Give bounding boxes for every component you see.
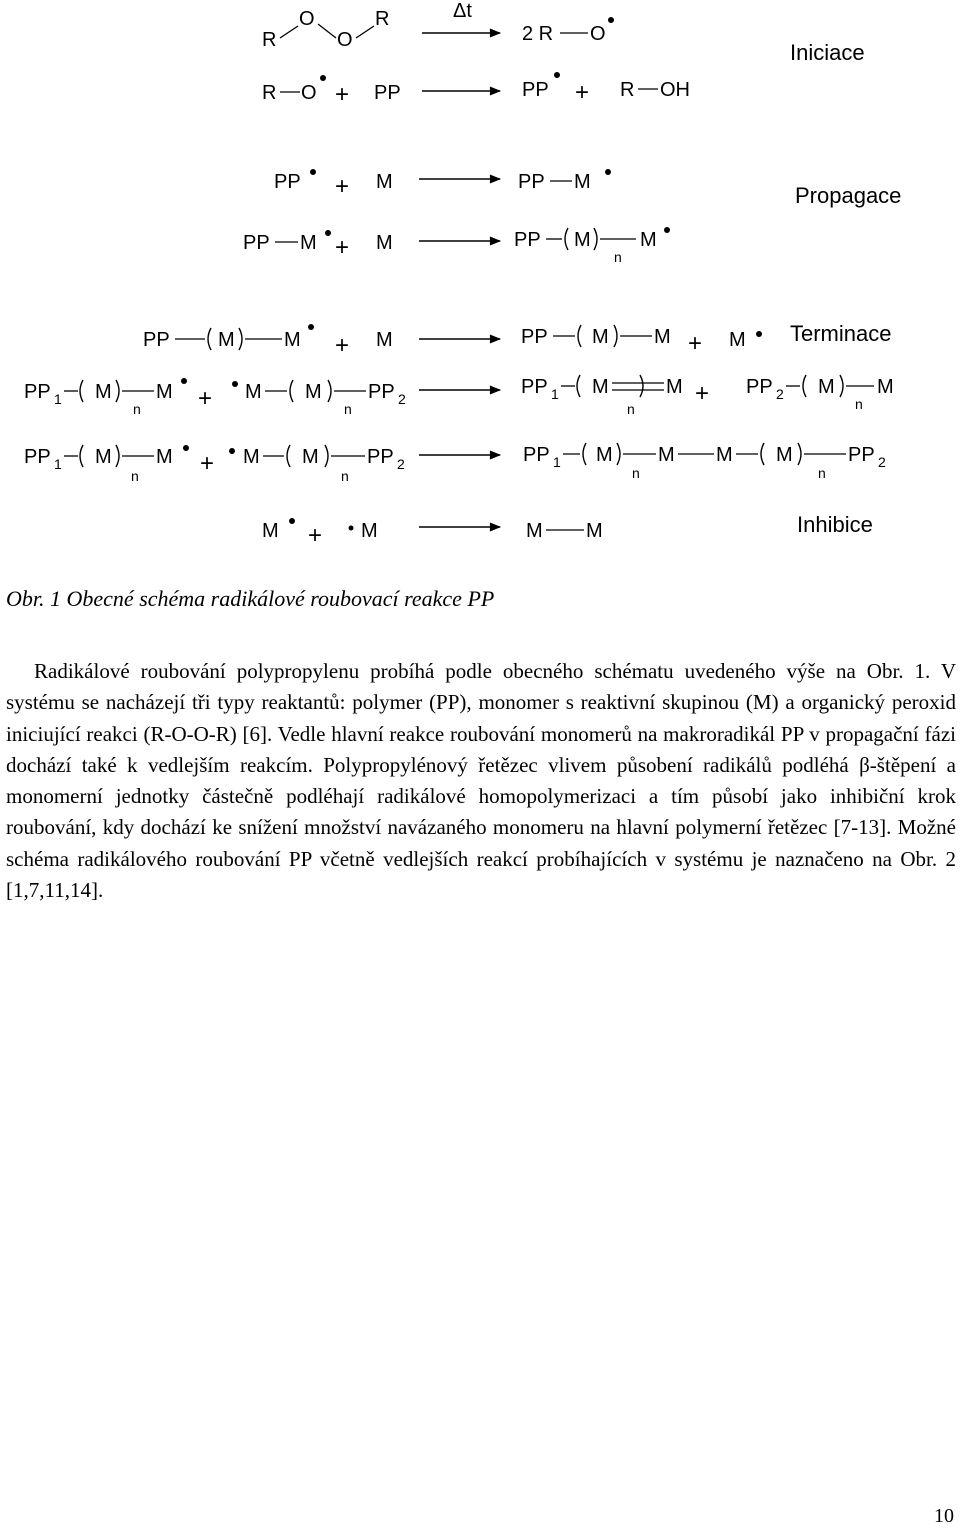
reactant-label: PP <box>24 381 51 403</box>
plus-sign: + <box>308 522 323 549</box>
radical-dot <box>320 75 326 81</box>
reactant-label: M <box>262 520 279 542</box>
stage-label-inhibition: Inhibice <box>797 512 873 537</box>
reactant-label: PP <box>143 329 170 351</box>
reactant-label: M <box>156 381 173 403</box>
radical-dot <box>756 331 762 337</box>
repeat-index: n <box>131 468 139 484</box>
plus-sign: + <box>335 81 350 108</box>
product-label: PP <box>518 171 545 193</box>
product-label: M <box>592 376 609 398</box>
product-label: OH <box>660 79 690 101</box>
product-label: M <box>526 520 543 542</box>
reactant-label: R <box>262 29 277 51</box>
reactant-label: M <box>376 171 393 193</box>
reactant-label: M <box>376 232 393 254</box>
radical-dot <box>608 17 614 23</box>
reactant-label: PP <box>367 446 394 468</box>
subscript: 1 <box>54 456 62 472</box>
product-label: PP <box>521 326 548 348</box>
subscript: 1 <box>551 386 559 402</box>
product-label: M <box>818 376 835 398</box>
repeat-index: n <box>632 465 640 481</box>
heat-label: Δt <box>453 0 472 22</box>
reactant-label: M <box>243 446 260 468</box>
product-label: 2 R <box>522 23 554 45</box>
reactant-label: M <box>218 329 235 351</box>
repeat-index: n <box>818 465 826 481</box>
radical-dot <box>181 378 187 384</box>
product-label: M <box>654 326 671 348</box>
plus-sign: + <box>335 332 350 359</box>
radical-dot <box>664 227 670 233</box>
radical-dot <box>325 230 331 236</box>
product-label: M <box>877 376 894 398</box>
plus-sign: + <box>200 450 215 477</box>
plus-sign: + <box>695 380 710 407</box>
subscript: 2 <box>397 456 405 472</box>
reactant-label: R <box>375 8 390 30</box>
reactant-label: PP <box>374 82 401 104</box>
radical-dot <box>308 324 314 330</box>
reaction-inhibition <box>262 518 603 549</box>
radical-dot <box>289 518 295 524</box>
radical-dot <box>310 169 316 175</box>
reactant-label: PP <box>24 446 51 468</box>
stage-label-initiation: Iniciace <box>790 40 865 65</box>
repeat-index: n <box>855 396 863 412</box>
reaction-propagation-1 <box>274 169 611 200</box>
radical-dot <box>232 381 238 387</box>
product-label: M <box>776 444 793 466</box>
product-label: M <box>640 229 657 251</box>
reaction-propagation-2 <box>243 227 670 265</box>
product-label: M <box>592 326 609 348</box>
page-number: 10 <box>934 1505 954 1527</box>
figure-caption: Obr. 1 Obecné schéma radikálové roubovací reakce PP <box>6 586 495 611</box>
radical-dot <box>229 448 235 454</box>
subscript: 2 <box>398 391 406 407</box>
product-label: M <box>729 329 746 351</box>
product-label: M <box>716 444 733 466</box>
radical-dot <box>349 526 354 531</box>
reactant-label: M <box>300 232 317 254</box>
stage-label-termination: Terminace <box>790 321 892 346</box>
subscript: 1 <box>553 454 561 470</box>
reactant-label: R <box>262 82 277 104</box>
plus-sign: + <box>198 385 213 412</box>
reactant-label: O <box>337 29 353 51</box>
radical-dot <box>554 72 560 78</box>
stage-label-propagation: Propagace <box>795 183 902 208</box>
reactant-label: M <box>284 329 301 351</box>
repeat-index: n <box>614 249 622 265</box>
reaction-initiation-1 <box>262 0 614 51</box>
repeat-index: n <box>341 468 349 484</box>
product-label: PP <box>522 79 549 101</box>
subscript: 2 <box>878 454 886 470</box>
reactant-label: PP <box>368 381 395 403</box>
product-label: PP <box>848 444 875 466</box>
reaction-termination-1 <box>143 324 762 359</box>
reactant-label: O <box>299 8 315 30</box>
body-paragraph: Radikálové roubování polypropylenu probíhá podle obecného schématu uvedeného výše na Obr. 1. V systému se nacházejí tři typy reaktantů: polymer (PP), monomer s reaktivní skupinou (M) a organický peroxid iniciující reakci (R-O-O-R) [6]. Vedle hlavní reakce roubování monomerů na makroradikál PP v propagační fázi dochází také k vedlejším reakcím. Polypropylénový řetězec vlivem působení radikálů podléhá β-štěpení a monomerní jednotky částečně podléhají radikálové homopolymerizaci a tím působí jako inhibiční krok roubování, kdy dochází ke snížení množství navázaného monomeru na hlavní polymerní řetězec [7-13]. Možné schéma radikálového roubování PP včetně vedlejších reakcí probíhajících v systému je naznačeno na Obr. 2 [1,7,11,14]. <box>6 659 956 903</box>
repeat-index: n <box>627 401 635 417</box>
product-label: M <box>574 229 591 251</box>
product-label: PP <box>746 376 773 398</box>
product-label: M <box>666 376 683 398</box>
reactant-label: M <box>361 520 378 542</box>
reactant-label: M <box>95 446 112 468</box>
product-label: M <box>574 171 591 193</box>
reactant-label: M <box>376 329 393 351</box>
radical-dot <box>183 445 189 451</box>
product-label: M <box>586 520 603 542</box>
subscript: 2 <box>776 386 784 402</box>
product-label: R <box>620 79 635 101</box>
reaction-initiation-2 <box>262 72 690 108</box>
product-label: PP <box>514 229 541 251</box>
subscript: 1 <box>54 391 62 407</box>
product-label: M <box>658 444 675 466</box>
reaction-termination-3 <box>24 443 886 484</box>
reactant-label: M <box>156 446 173 468</box>
plus-sign: + <box>575 79 590 106</box>
product-label: O <box>590 23 606 45</box>
reactant-label: M <box>305 381 322 403</box>
repeat-index: n <box>133 401 141 417</box>
radical-dot <box>605 169 611 175</box>
plus-sign: + <box>688 330 703 357</box>
product-label: M <box>596 444 613 466</box>
reactant-label: M <box>245 381 262 403</box>
reaction-scheme <box>0 0 960 560</box>
reaction-termination-2 <box>24 375 894 417</box>
plus-sign: + <box>335 173 350 200</box>
plus-sign: + <box>335 234 350 261</box>
reactant-label: PP <box>274 171 301 193</box>
reactant-label: O <box>301 82 317 104</box>
reactant-label: M <box>302 446 319 468</box>
product-label: PP <box>521 376 548 398</box>
reactant-label: PP <box>243 232 270 254</box>
product-label: PP <box>523 444 550 466</box>
repeat-index: n <box>344 401 352 417</box>
reactant-label: M <box>95 381 112 403</box>
